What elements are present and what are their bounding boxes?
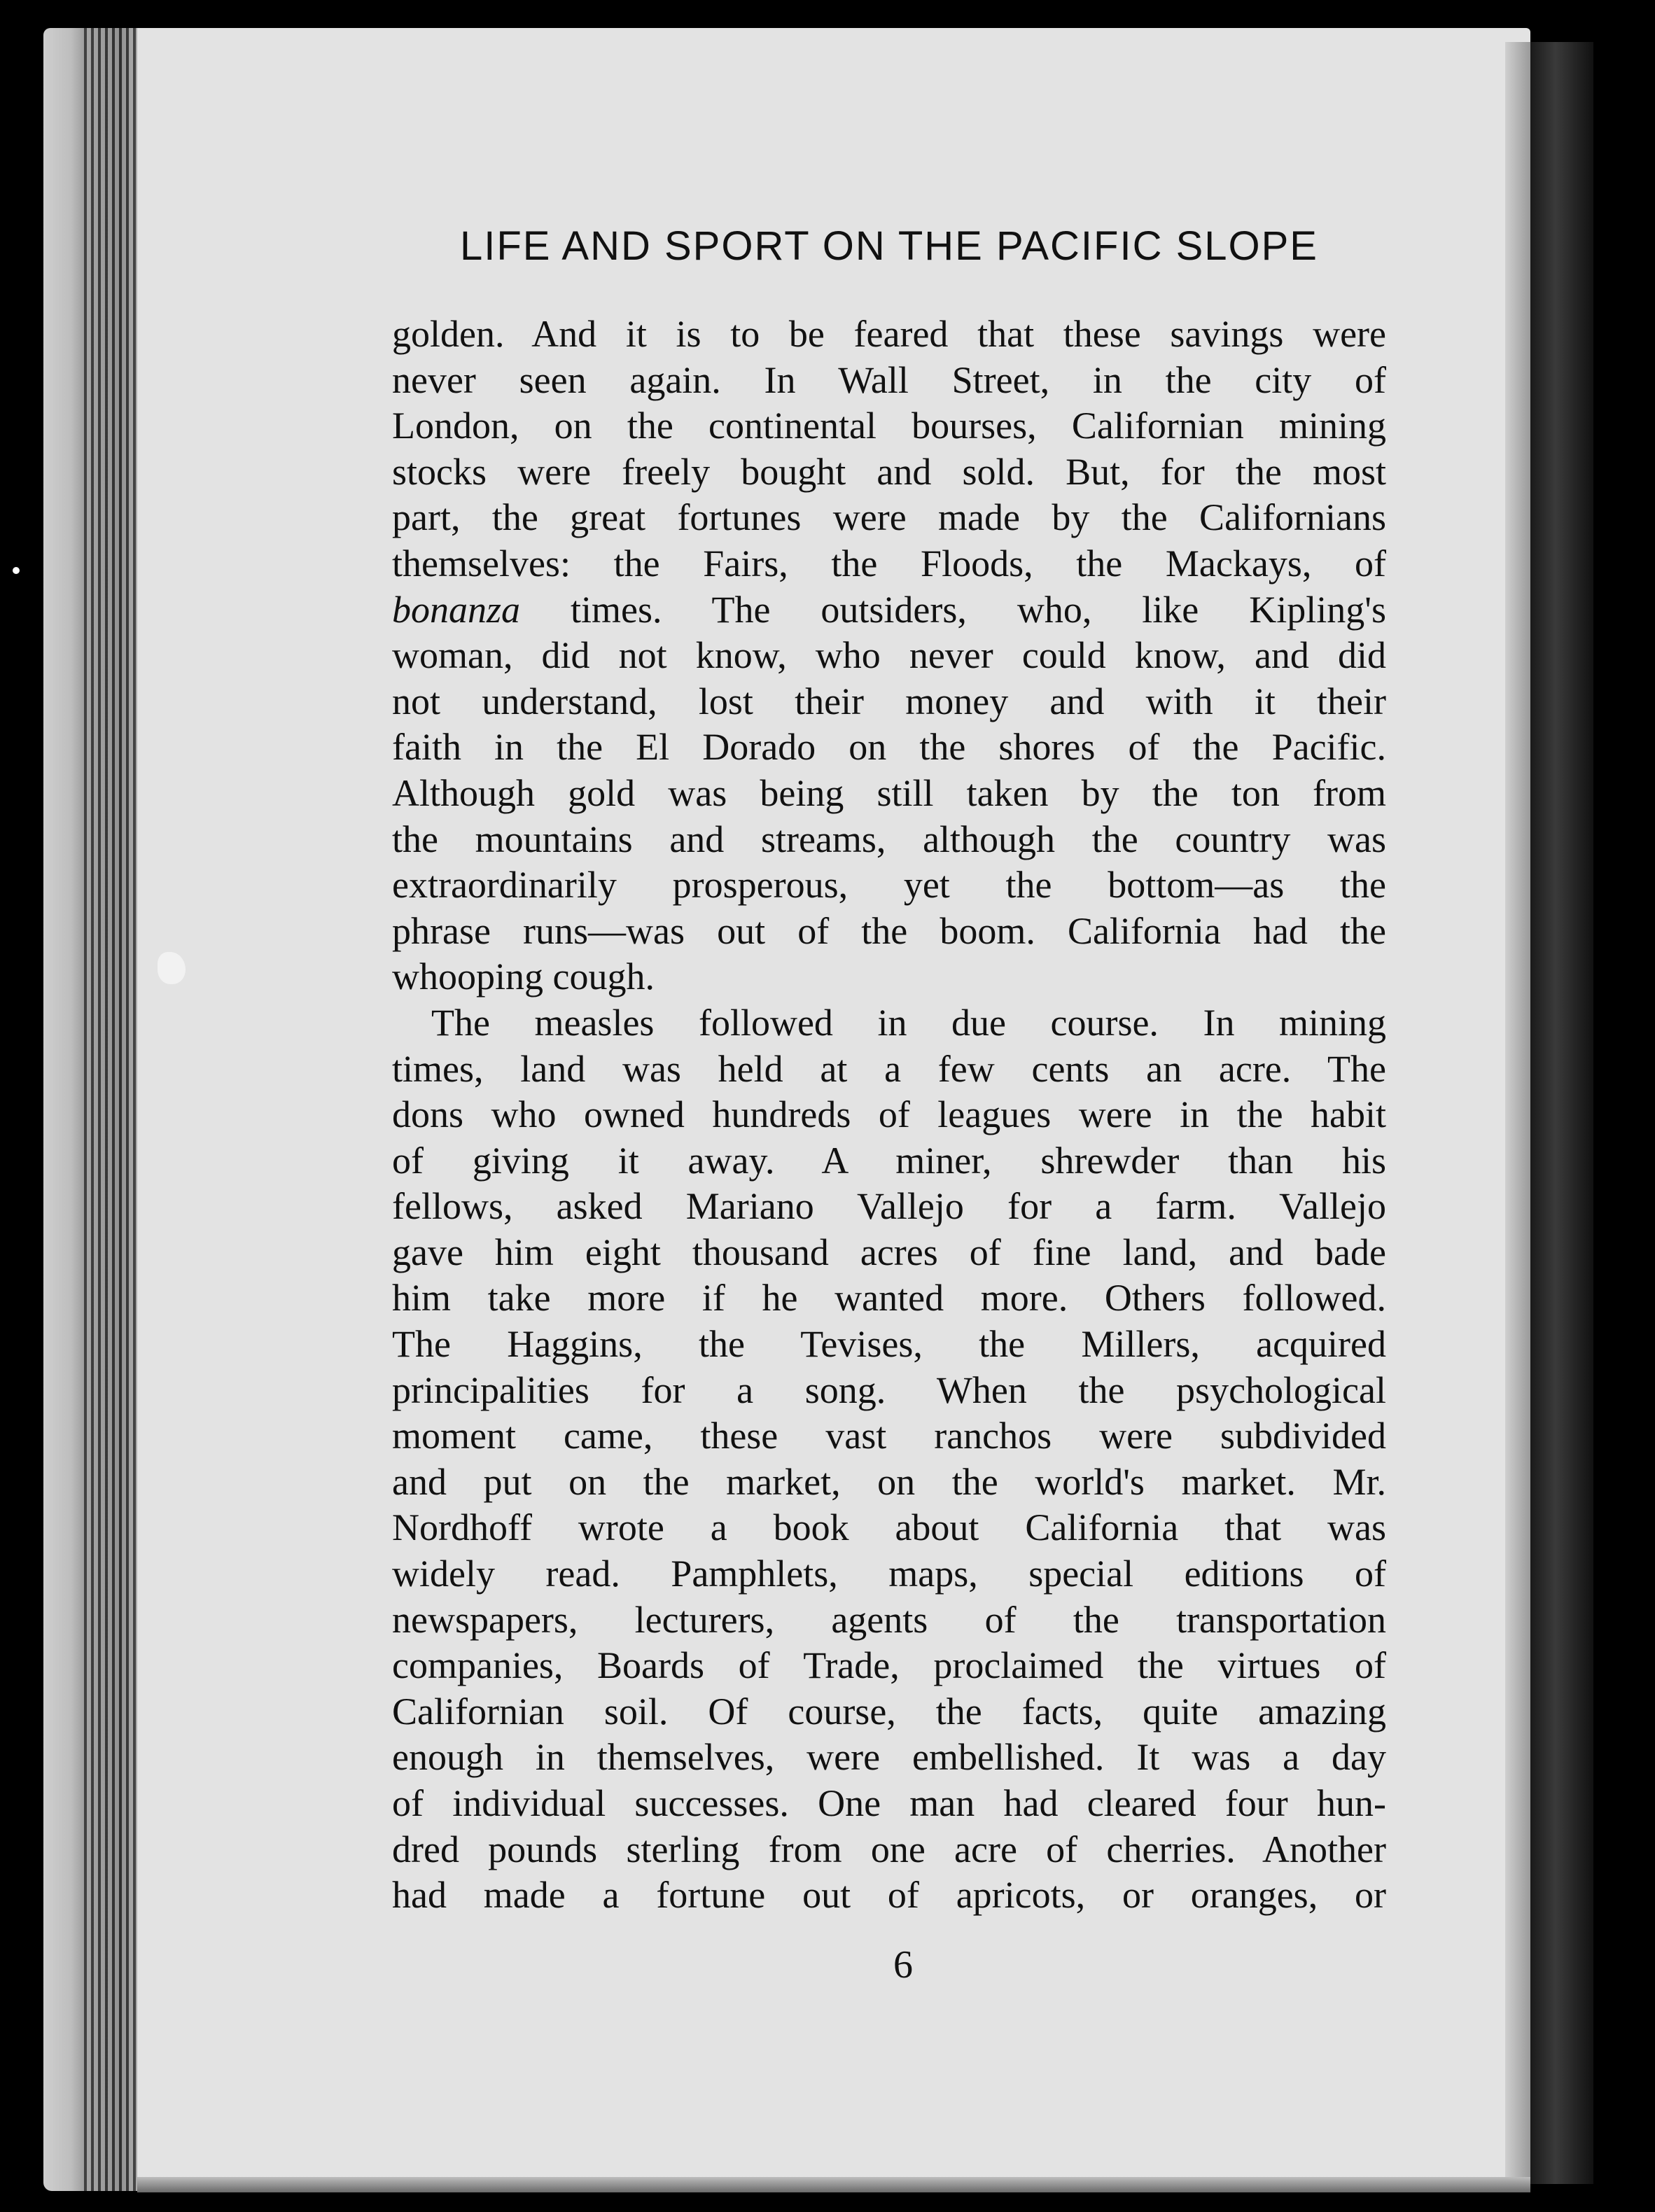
text-line: companies, Boards of Trade, proclaimed the virtues of <box>392 1644 1386 1687</box>
text-line: never seen again. In Wall Street, in the city of <box>392 358 1386 401</box>
page-bottom-edge <box>137 2177 1530 2192</box>
scan-speck <box>158 952 186 984</box>
text-line: stocks were freely bought and sold. But, for the most <box>392 450 1386 493</box>
text-line: fellows, asked Mariano Vallejo for a farm. Vallejo <box>392 1185 1386 1228</box>
body-text <box>392 312 1386 1919</box>
italic-word: bonanza <box>392 588 521 631</box>
scan-speck <box>13 567 20 574</box>
text-line <box>392 587 1386 634</box>
text-line: of individual successes. One man had cleared four hun- <box>392 1782 1386 1824</box>
text-line: dons who owned hundreds of leagues were in the habit <box>392 1093 1386 1136</box>
text-line: principalities for a song. When the psychological <box>392 1368 1386 1411</box>
text-line: Californian soil. Of course, the facts, quite amazing <box>392 1690 1386 1732</box>
text-line: The measles followed in due course. In mining <box>431 1001 1386 1044</box>
page-number: 6 <box>893 1943 913 1987</box>
text-line: themselves: the Fairs, the Floods, the Mackays, of <box>392 542 1386 584</box>
text-line: whooping cough. <box>392 955 655 998</box>
text-line: dred pounds sterling from one acre of cherries. Another <box>392 1828 1386 1870</box>
text-line: widely read. Pamphlets, maps, special editions of <box>392 1553 1386 1595</box>
text-line: had made a fortune out of apricots, or oranges, or <box>392 1874 1386 1917</box>
text-line: the mountains and streams, although the country was <box>392 818 1386 860</box>
page-edge-right <box>1505 42 1530 2177</box>
text-line: times, land was held at a few cents an acre. The <box>392 1047 1386 1090</box>
book-cover-edge <box>1530 42 1593 2184</box>
text-line: enough in themselves, were embellished. It was a day <box>392 1736 1386 1779</box>
text-line: The Haggins, the Tevises, the Millers, acquired <box>392 1323 1386 1366</box>
text-line: part, the great fortunes were made by the Californians <box>392 496 1386 539</box>
text-line: faith in the El Dorado on the shores of the Pacific. <box>392 726 1386 769</box>
text-line: London, on the continental bourses, Californian mining <box>392 405 1386 447</box>
text-line: extraordinarily prosperous, yet the bottom—as the <box>392 864 1386 906</box>
text-line: not understand, lost their money and with it their <box>392 680 1386 722</box>
text-fragment: times. The outsiders, who, like Kipling's <box>520 588 1386 631</box>
text-line: golden. And it is to be feared that these savings were <box>392 313 1386 355</box>
text-line: moment came, these vast ranchos were subdivided <box>392 1415 1386 1457</box>
text-line: phrase runs—was out of the boom. California had the <box>392 909 1386 952</box>
text-line: gave him eight thousand acres of fine land, and bade <box>392 1231 1386 1273</box>
text-line: Although gold was being still taken by the ton from <box>392 771 1386 814</box>
text-line: of giving it away. A miner, shrewder than his <box>392 1139 1386 1182</box>
text-line: woman, did not know, who never could know, and did <box>392 634 1386 677</box>
text-line: him take more if he wanted more. Others followed. <box>392 1277 1386 1320</box>
text-line: Nordhoff wrote a book about California that was <box>392 1506 1386 1549</box>
book-binding-stitching <box>84 28 140 2191</box>
text-line: newspapers, lecturers, agents of the transportation <box>392 1598 1386 1641</box>
running-head: LIFE AND SPORT ON THE PACIFIC SLOPE <box>459 223 1318 269</box>
text-line: and put on the market, on the world's market. Mr. <box>392 1460 1386 1503</box>
